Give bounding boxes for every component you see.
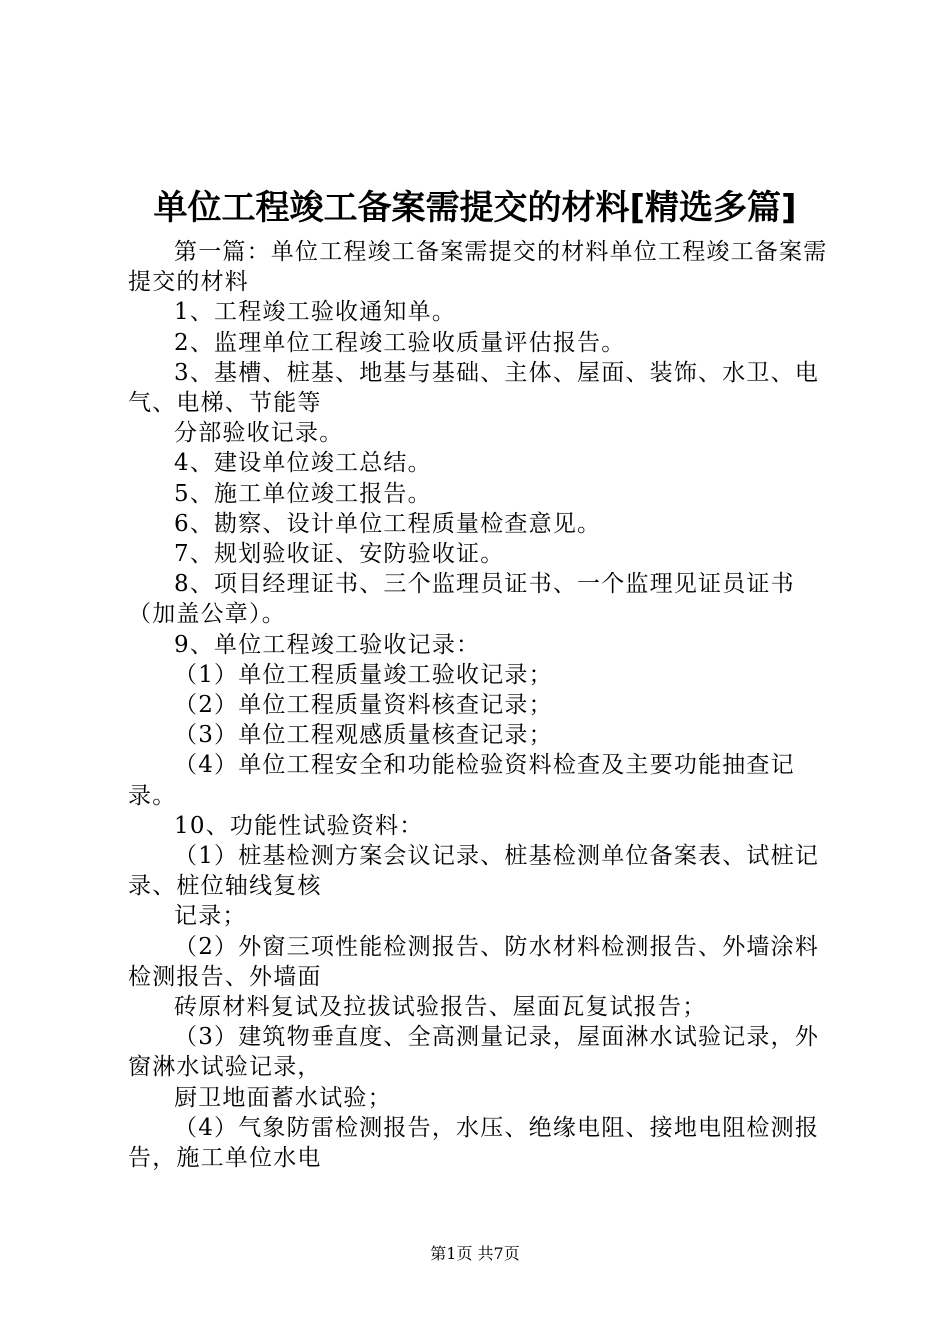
list-item: 3、基槽、桩基、地基与基础、主体、屋面、装饰、水卫、电气、电梯、节能等 xyxy=(128,359,820,417)
document-body xyxy=(128,237,832,1173)
list-item: 2、监理单位工程竣工验收质量评估报告。 xyxy=(174,329,626,356)
sub-list-item: （4）气象防雷检测报告，水压、绝缘电阻、接地电阻检测报告，施工单位水电 xyxy=(128,1114,820,1172)
list-item: 8、项目经理证书、三个监理员证书、一个监理见证员证书（加盖公章）。 xyxy=(128,571,795,628)
sub-list-item-continuation: 砖原材料复试及拉拔试验报告、屋面瓦复试报告； xyxy=(174,994,707,1021)
sub-list-item: （2）单位工程质量资料核查记录； xyxy=(174,692,553,719)
list-item: 4、建设单位竣工总结。 xyxy=(174,450,432,477)
sub-list-item: （2）外窗三项性能检测报告、防水材料检测报告、外墙涂料检测报告、外墙面 xyxy=(128,933,820,990)
list-item: 1、工程竣工验收通知单。 xyxy=(174,299,457,326)
sub-list-item: （1）桩基检测方案会议记录、桩基检测单位备案表、试桩记录、桩位轴线复核 xyxy=(128,843,820,900)
sub-list-item-continuation: 厨卫地面蓄水试验； xyxy=(174,1084,392,1111)
sub-list-item: （4）单位工程安全和功能检验资料检查及主要功能抽查记录。 xyxy=(128,752,795,809)
list-item: 10、功能性试验资料： xyxy=(174,812,424,839)
list-item: 9、单位工程竣工验收记录： xyxy=(174,631,481,658)
page-number-footer: 第1页 共7页 xyxy=(430,1244,520,1263)
sub-list-item: （3）建筑物垂直度、全高测量记录，屋面淋水试验记录，外窗淋水试验记录， xyxy=(128,1024,820,1081)
list-item: 7、规划验收证、安防验收证。 xyxy=(174,541,505,568)
sub-list-item: （1）单位工程质量竣工验收记录； xyxy=(174,661,553,688)
paragraph-intro: 第一篇：单位工程竣工备案需提交的材料单位工程竣工备案需提交的材料 xyxy=(128,239,828,296)
list-item: 6、勘察、设计单位工程质量检查意见。 xyxy=(174,510,602,537)
sub-list-item-continuation: 记录； xyxy=(174,903,247,930)
document-title: 单位工程竣工备案需提交的材料[精选多篇] xyxy=(153,188,797,228)
sub-list-item: （3）单位工程观感质量核查记录； xyxy=(174,722,553,749)
list-item: 5、施工单位竣工报告。 xyxy=(174,480,432,507)
list-item-continuation: 分部验收记录。 xyxy=(174,420,344,447)
